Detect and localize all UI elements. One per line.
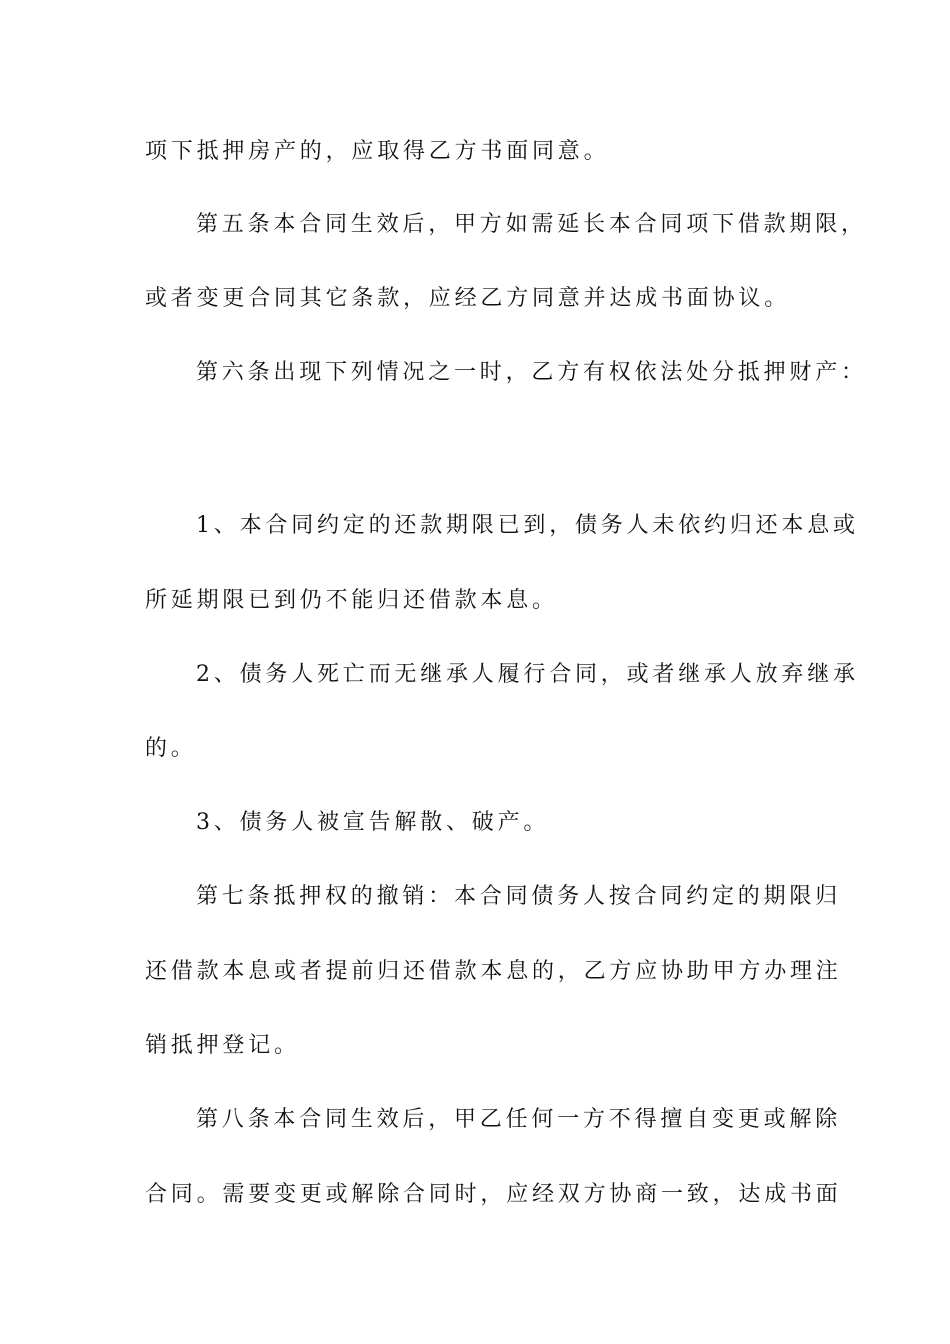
paragraph-line: 或者变更合同其它条款，应经乙方同意并达成书面协议。 (145, 286, 791, 311)
paragraph-line: 第八条本合同生效后，甲乙任何一方不得擅自变更或解除 (196, 1107, 842, 1132)
paragraph-line: 合同。需要变更或解除合同时，应经双方协商一致，达成书面 (145, 1182, 842, 1207)
paragraph-line: 1、本合同约定的还款期限已到，债务人未依约归还本息或 (196, 513, 859, 538)
paragraph-line: 还借款本息或者提前归还借款本息的，乙方应协助甲方办理注 (145, 959, 842, 984)
paragraph-line: 第七条抵押权的撤销：本合同债务人按合同约定的期限归 (196, 884, 842, 909)
paragraph-line: 第六条出现下列情况之一时，乙方有权依法处分抵押财产： (196, 360, 867, 385)
paragraph-line: 第五条本合同生效后，甲方如需延长本合同项下借款期限， (196, 212, 867, 237)
paragraph-line: 销抵押登记。 (145, 1033, 300, 1058)
paragraph-line: 3、债务人被宣告解散、破产。 (196, 810, 550, 835)
paragraph-line: 的。 (145, 736, 197, 761)
paragraph-line: 项下抵押房产的，应取得乙方书面同意。 (145, 139, 610, 164)
paragraph-line: 所延期限已到仍不能归还借款本息。 (145, 588, 558, 613)
paragraph-line: 2、债务人死亡而无继承人履行合同，或者继承人放弃继承 (196, 662, 859, 687)
